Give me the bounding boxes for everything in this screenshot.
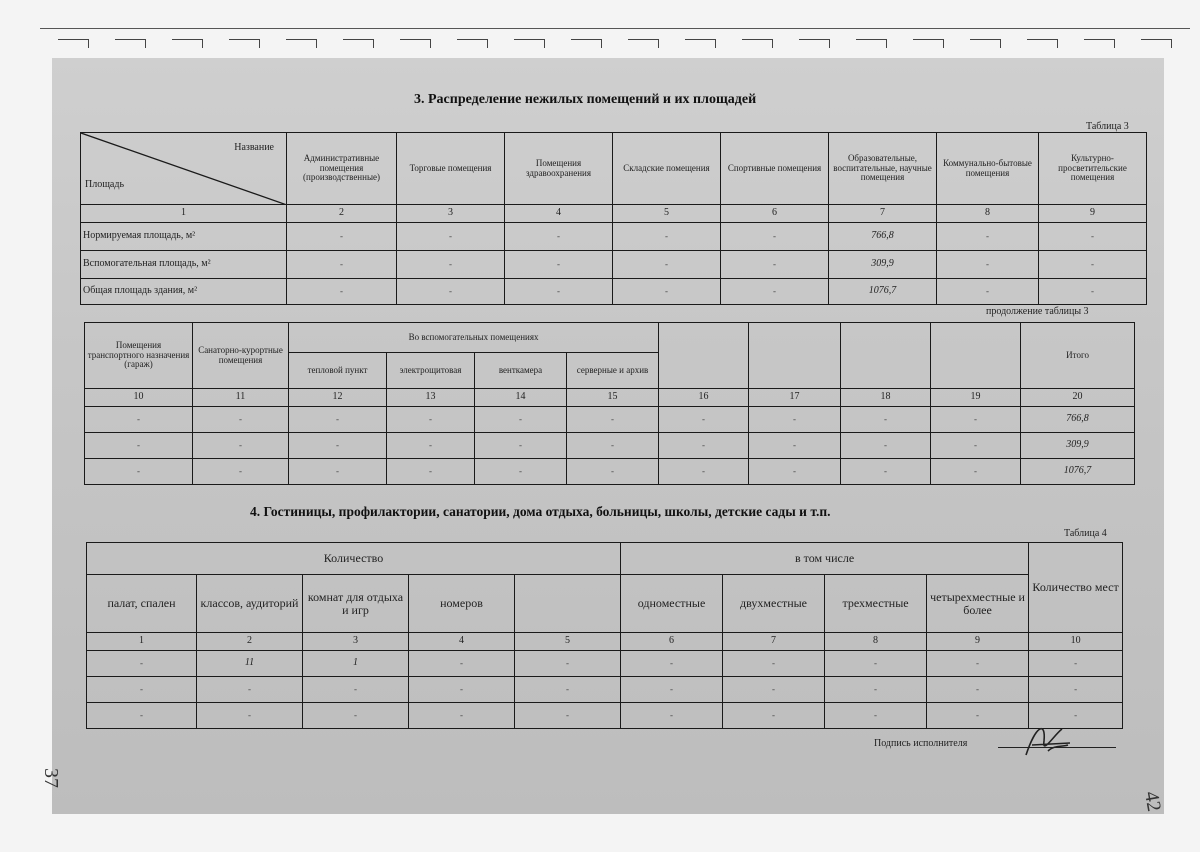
table-cell: - — [567, 407, 659, 433]
table-cell: 1076,7 — [1021, 459, 1135, 485]
table-cell: - — [721, 223, 829, 251]
sub-header-cell: серверные и архив — [567, 353, 659, 389]
table-cell: - — [937, 279, 1039, 305]
perforation-tick — [457, 39, 488, 48]
table-cell: - — [825, 677, 927, 703]
perforation-tick — [58, 39, 89, 48]
column-number-row — [85, 389, 1135, 407]
perforation-tick — [913, 39, 944, 48]
table-row — [87, 703, 1123, 729]
header-cell: Помещения здравоохранения — [505, 133, 613, 205]
table-cell: - — [197, 703, 303, 729]
perforation-strip — [40, 28, 1190, 55]
table-cell: - — [659, 459, 749, 485]
table-cell: - — [387, 459, 475, 485]
column-number: 19 — [931, 389, 1021, 407]
page-number: 42 — [1139, 789, 1166, 814]
table-cell: - — [87, 651, 197, 677]
signature-mark — [1018, 715, 1078, 765]
perforation-tick — [514, 39, 545, 48]
table-cell: - — [825, 651, 927, 677]
table-cell: - — [749, 433, 841, 459]
table-row — [81, 251, 1147, 279]
table-row — [81, 223, 1147, 251]
table-cell: - — [193, 407, 289, 433]
perforation-tick — [1084, 39, 1115, 48]
table-cell: 309,9 — [1021, 433, 1135, 459]
table-cell: - — [475, 433, 567, 459]
table-cell: 11 — [197, 651, 303, 677]
column-number: 4 — [505, 205, 613, 223]
column-number: 18 — [841, 389, 931, 407]
header-cell: номеров — [409, 575, 515, 633]
table-cell: - — [931, 407, 1021, 433]
table-cell: - — [1039, 279, 1147, 305]
row-label: Вспомогательная площадь, м² — [81, 251, 287, 279]
column-number: 8 — [825, 633, 927, 651]
perforation-tick — [286, 39, 317, 48]
column-number: 7 — [723, 633, 825, 651]
column-number: 2 — [287, 205, 397, 223]
table-cell: - — [841, 407, 931, 433]
table-3-continuation — [84, 322, 1135, 485]
table-cell: - — [613, 279, 721, 305]
table3-label: Таблица 3 — [1086, 121, 1129, 132]
header-cell: Санаторно-курортные помещения — [193, 323, 289, 389]
header-cell: двухместные — [723, 575, 825, 633]
sub-header-cell: тепловой пункт — [289, 353, 387, 389]
perforation-tick — [400, 39, 431, 48]
table-cell: - — [387, 407, 475, 433]
table-cell: - — [505, 223, 613, 251]
table-cell: - — [287, 279, 397, 305]
column-number: 9 — [1039, 205, 1147, 223]
table-cell: - — [475, 459, 567, 485]
table-cell: - — [659, 433, 749, 459]
perforation-tick — [229, 39, 260, 48]
header-cell: Спортивные помещения — [721, 133, 829, 205]
table-cell: 766,8 — [1021, 407, 1135, 433]
table-cell: - — [927, 677, 1029, 703]
column-number: 20 — [1021, 389, 1135, 407]
table-cell: - — [397, 251, 505, 279]
table-cell: - — [289, 407, 387, 433]
column-number: 7 — [829, 205, 937, 223]
corner-cell — [81, 133, 287, 205]
section4-title: 4. Гостиницы, профилактории, санатории, дома отдыха, больницы, школы, детские сады и т.п. — [250, 504, 831, 519]
table-cell: - — [723, 677, 825, 703]
signature-label: Подпись исполнителя — [874, 738, 968, 749]
table-cell: - — [927, 651, 1029, 677]
table-cell: - — [289, 459, 387, 485]
table-cell: - — [567, 459, 659, 485]
table-cell: - — [659, 407, 749, 433]
table-row — [85, 459, 1135, 485]
table-cell: - — [825, 703, 927, 729]
corner-top-label: Название — [234, 142, 274, 153]
table-cell: - — [721, 251, 829, 279]
empty-header-cell — [931, 323, 1021, 389]
header-cell: Административные помещения (производственные) — [287, 133, 397, 205]
table-cell: - — [505, 279, 613, 305]
table-cell: - — [723, 703, 825, 729]
header-cell: Складские помещения — [613, 133, 721, 205]
table-cell: - — [1029, 677, 1123, 703]
column-number: 3 — [303, 633, 409, 651]
table-cell: - — [749, 459, 841, 485]
table-row — [81, 279, 1147, 305]
table-cell: - — [515, 651, 621, 677]
perforation-tick — [115, 39, 146, 48]
perforation-tick — [742, 39, 773, 48]
column-number: 2 — [197, 633, 303, 651]
column-number: 4 — [409, 633, 515, 651]
table-cell: - — [197, 677, 303, 703]
table-cell: - — [749, 407, 841, 433]
table-cell: - — [1039, 223, 1147, 251]
column-number: 14 — [475, 389, 567, 407]
table-cell: - — [87, 677, 197, 703]
column-number: 3 — [397, 205, 505, 223]
table-cell: - — [409, 677, 515, 703]
table-cell: - — [193, 433, 289, 459]
perforation-tick — [571, 39, 602, 48]
table-cell: - — [193, 459, 289, 485]
column-number: 11 — [193, 389, 289, 407]
table-cell: - — [303, 703, 409, 729]
row-label: Нормируемая площадь, м² — [81, 223, 287, 251]
table-cell: - — [613, 251, 721, 279]
table-cell: - — [841, 459, 931, 485]
header-cell: Торговые помещения — [397, 133, 505, 205]
group-header-cell: Количество — [87, 543, 621, 575]
table-cell: - — [397, 223, 505, 251]
column-number: 5 — [515, 633, 621, 651]
perforation-tick — [1141, 39, 1172, 48]
table-cell: - — [613, 223, 721, 251]
column-number: 10 — [85, 389, 193, 407]
table-cell: - — [505, 251, 613, 279]
table-cell: - — [387, 433, 475, 459]
table-cell: - — [927, 703, 1029, 729]
column-number: 15 — [567, 389, 659, 407]
table-cell: - — [621, 703, 723, 729]
header-cell: трехместные — [825, 575, 927, 633]
group-header-cell: в том числе — [621, 543, 1029, 575]
table-cell: 309,9 — [829, 251, 937, 279]
column-number: 1 — [87, 633, 197, 651]
sub-header-cell: венткамера — [475, 353, 567, 389]
table-cell: 1076,7 — [829, 279, 937, 305]
perforation-tick — [628, 39, 659, 48]
table-cell: - — [841, 433, 931, 459]
column-number: 6 — [721, 205, 829, 223]
header-cell: Количество мест — [1029, 543, 1123, 633]
column-number: 5 — [613, 205, 721, 223]
column-number: 16 — [659, 389, 749, 407]
table-cell: - — [303, 677, 409, 703]
table-cell: - — [1029, 651, 1123, 677]
column-number: 8 — [937, 205, 1039, 223]
column-number: 13 — [387, 389, 475, 407]
table-cell: - — [85, 433, 193, 459]
table-cell: - — [567, 433, 659, 459]
header-cell: палат, спален — [87, 575, 197, 633]
column-number: 1 — [81, 205, 287, 223]
column-number: 10 — [1029, 633, 1123, 651]
table-cell: - — [475, 407, 567, 433]
empty-header-cell — [749, 323, 841, 389]
header-cell: четырехместные и более — [927, 575, 1029, 633]
table-cell: - — [937, 223, 1039, 251]
column-number: 6 — [621, 633, 723, 651]
perforation-tick — [970, 39, 1001, 48]
section3-title: 3. Распределение нежилых помещений и их площадей — [414, 92, 757, 107]
column-number-row — [87, 633, 1123, 651]
perforation-tick — [685, 39, 716, 48]
table-row — [87, 651, 1123, 677]
column-number-row — [81, 205, 1147, 223]
table-cell: - — [937, 251, 1039, 279]
table-cell: - — [621, 651, 723, 677]
perforation-tick — [799, 39, 830, 48]
table-cell: - — [409, 703, 515, 729]
perforation-tick — [1027, 39, 1058, 48]
table-cell: - — [287, 251, 397, 279]
empty-header-cell — [515, 575, 621, 633]
table-cell: - — [85, 459, 193, 485]
table-cell: - — [515, 703, 621, 729]
empty-header-cell — [659, 323, 749, 389]
side-number: 37 — [40, 768, 62, 788]
table-cell: - — [1029, 703, 1123, 729]
header-cell: Образовательные, воспитательные, научные помещения — [829, 133, 937, 205]
table-cell: - — [85, 407, 193, 433]
table-cell: - — [397, 279, 505, 305]
perforation-tick — [343, 39, 374, 48]
header-cell: Культурно-просветительские помещения — [1039, 133, 1147, 205]
table-cell: - — [621, 677, 723, 703]
header-cell: одноместные — [621, 575, 723, 633]
table-cell: - — [289, 433, 387, 459]
table-cell: - — [287, 223, 397, 251]
empty-header-cell — [841, 323, 931, 389]
corner-bottom-label: Площадь — [85, 178, 124, 190]
perforation-tick — [856, 39, 887, 48]
table-cell: - — [515, 677, 621, 703]
table-3 — [80, 132, 1147, 305]
table-cell: 766,8 — [829, 223, 937, 251]
header-cell: классов, аудиторий — [197, 575, 303, 633]
table-cell: - — [721, 279, 829, 305]
column-number: 12 — [289, 389, 387, 407]
table-cell: 1 — [303, 651, 409, 677]
sub-header-cell: электрощитовая — [387, 353, 475, 389]
table-4 — [86, 542, 1123, 729]
table-row — [85, 407, 1135, 433]
table-cell: - — [723, 651, 825, 677]
header-cell: комнат для отдыха и игр — [303, 575, 409, 633]
table-cell: - — [1039, 251, 1147, 279]
table4-label: Таблица 4 — [1064, 528, 1107, 539]
column-number: 9 — [927, 633, 1029, 651]
table-cell: - — [409, 651, 515, 677]
table-cell: - — [87, 703, 197, 729]
header-cell: Помещения транспортного назначения (гараж) — [85, 323, 193, 389]
table3-continuation-label: продолжение таблицы 3 — [986, 306, 1089, 317]
perforation-tick — [172, 39, 203, 48]
table-row — [85, 433, 1135, 459]
group-header-cell: Во вспомогательных помещениях — [289, 323, 659, 353]
header-cell: Коммунально-бытовые помещения — [937, 133, 1039, 205]
table-cell: - — [931, 433, 1021, 459]
table-cell: - — [931, 459, 1021, 485]
column-number: 17 — [749, 389, 841, 407]
table-row — [87, 677, 1123, 703]
row-label: Общая площадь здания, м² — [81, 279, 287, 305]
total-header-cell: Итого — [1021, 323, 1135, 389]
